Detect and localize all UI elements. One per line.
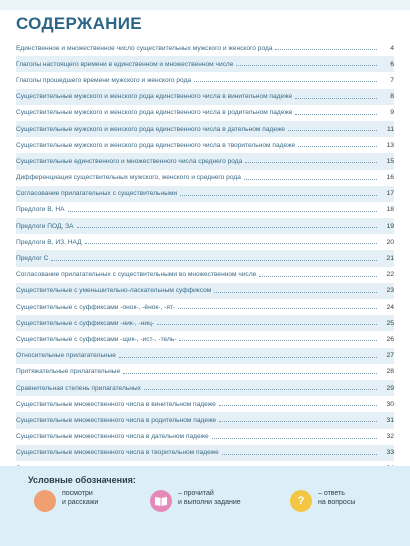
toc-leader-dots (85, 238, 377, 244)
toc-entry-page: 33 (386, 449, 394, 457)
toc-entry-page: 23 (386, 287, 394, 295)
toc-entry (16, 315, 394, 331)
toc-leader-dots (123, 368, 377, 374)
toc-leader-dots (214, 287, 377, 293)
toc-entry-page: 27 (386, 352, 394, 360)
toc-leader-dots (178, 303, 377, 309)
toc-entry (16, 218, 394, 234)
toc-entry-label: Существительные единственного и множественного числа среднего рода (16, 157, 243, 165)
toc-entry-page: 13 (386, 141, 394, 149)
toc-entry-page: 21 (386, 255, 394, 263)
legend-item-read-and-do (150, 490, 241, 512)
toc-entry (16, 186, 394, 202)
toc-entry-label: Глаголы прошедшего времени мужского и женского рода (16, 76, 192, 84)
toc-entry (16, 56, 394, 72)
toc-entry-page: 8 (390, 93, 394, 101)
toc-entry-page: 7 (390, 76, 394, 84)
toc-leader-dots (77, 222, 377, 228)
legend-title: Условные обозначения: (28, 475, 136, 485)
toc-entry-page: 17 (386, 190, 394, 198)
table-of-contents (16, 40, 394, 477)
toc-entry-label: Существительные множественного числа в творительном падеже (16, 449, 219, 457)
toc-entry (16, 137, 394, 153)
toc-entry (16, 234, 394, 250)
toc-entry (16, 445, 394, 461)
toc-leader-dots (157, 319, 377, 325)
toc-entry (16, 153, 394, 169)
toc-entry-label: Дифференциация существительных мужского, женского и среднего рода (16, 174, 241, 182)
toc-entry-label: Существительные множественного числа в родительном падеже (16, 416, 217, 424)
legend-item-text: – прочитай и выполни задание (178, 490, 241, 506)
toc-entry (16, 250, 394, 266)
toc-entry-label: Согласование прилагательных с существительными во множественном числе (16, 271, 257, 279)
toc-entry-page: 29 (386, 384, 394, 392)
toc-entry-page: 19 (386, 222, 394, 230)
toc-leader-dots (144, 384, 377, 390)
toc-entry (16, 364, 394, 380)
toc-leader-dots (180, 190, 377, 196)
toc-entry-page: 32 (386, 433, 394, 441)
toc-entry-page: 25 (386, 319, 394, 327)
toc-entry-page: 24 (386, 303, 394, 311)
toc-leader-dots (179, 335, 377, 341)
toc-entry-label: Относительные прилагательные (16, 352, 116, 360)
toc-leader-dots (295, 109, 377, 115)
toc-entry (16, 121, 394, 137)
toc-entry-label: Единственное и множественное число существительных мужского и женского рода (16, 44, 273, 52)
toc-leader-dots (219, 400, 377, 406)
toc-entry (16, 299, 394, 315)
speech-icon (34, 490, 56, 512)
legend-item-answer-questions (290, 490, 355, 512)
toc-entry-label: Существительные с суффиксами -онок-, -ёнок-, -ят- (16, 303, 176, 311)
toc-entry (16, 429, 394, 445)
toc-entry-page: 16 (386, 174, 394, 182)
toc-leader-dots (236, 60, 377, 66)
toc-entry-label: Предлоги ПОД, ЗА (16, 222, 74, 230)
toc-leader-dots (194, 76, 377, 82)
toc-entry-page: 6 (390, 60, 394, 68)
toc-leader-dots (119, 352, 377, 358)
page-title: СОДЕРЖАНИЕ (16, 14, 142, 33)
toc-entry (16, 348, 394, 364)
top-band (0, 0, 410, 10)
toc-leader-dots (288, 125, 377, 131)
toc-entry-page: 30 (386, 400, 394, 408)
book-icon (150, 490, 172, 512)
toc-entry-page: 9 (390, 109, 394, 117)
toc-entry (16, 202, 394, 218)
toc-leader-dots (295, 93, 377, 99)
toc-leader-dots (219, 416, 377, 422)
toc-entry-label: Притяжательные прилагательные (16, 368, 121, 376)
toc-entry-page: 18 (386, 206, 394, 214)
toc-entry-page: 22 (386, 271, 394, 279)
toc-leader-dots (222, 449, 377, 455)
toc-entry-label: Существительные мужского и женского рода единственного числа в родительном падеже (16, 109, 293, 117)
legend-item-text: – ответь на вопросы (318, 490, 356, 506)
toc-leader-dots (244, 174, 377, 180)
toc-leader-dots (298, 141, 377, 147)
toc-entry-label: Согласование прилагательных с существительными (16, 190, 178, 198)
toc-entry (16, 283, 394, 299)
toc-entry-label: Предлоги В, ИЗ, НАД (16, 238, 82, 246)
toc-entry-label: Предлоги В, НА (16, 206, 65, 214)
toc-entry-label: Существительные множественного числа в винительном падеже (16, 400, 216, 408)
toc-leader-dots (212, 433, 377, 439)
toc-leader-dots (275, 44, 377, 50)
toc-entry-label: Сравнительная степень прилагательных (16, 384, 141, 392)
toc-entry (16, 89, 394, 105)
toc-entry-page: 11 (386, 125, 394, 133)
question-icon: ? (290, 490, 312, 512)
legend-item-text: посмотри и расскажи (62, 490, 99, 506)
toc-leader-dots (51, 255, 377, 261)
toc-entry-label: Существительные с уменьшительно-ласкательным суффиксом (16, 287, 212, 295)
toc-entry (16, 72, 394, 88)
legend-item-look-and-tell (34, 490, 98, 512)
toc-entry (16, 267, 394, 283)
toc-entry-page: 15 (386, 157, 394, 165)
toc-entry (16, 412, 394, 428)
toc-entry-page: 20 (386, 238, 394, 246)
toc-leader-dots (259, 271, 377, 277)
toc-entry-label: Глаголы настоящего времени в единственном и множественном числе (16, 60, 234, 68)
toc-entry (16, 105, 394, 121)
toc-entry-label: Существительные с суффиксами -щик-, -ист-, -тель- (16, 335, 177, 343)
toc-entry (16, 40, 394, 56)
toc-entry (16, 380, 394, 396)
toc-entry-page: 31 (386, 416, 394, 424)
toc-entry-label: Существительные множественного числа в дательном падеже (16, 433, 209, 441)
toc-entry (16, 331, 394, 347)
toc-entry-label: Предлог С (16, 255, 49, 263)
toc-entry-page: 26 (386, 335, 394, 343)
toc-entry-label: Существительные с суффиксами -ник-, -ниц- (16, 319, 155, 327)
toc-entry-page: 4 (390, 44, 394, 52)
toc-entry-label: Существительные мужского и женского рода единственного числа в дательном падеже (16, 125, 286, 133)
toc-entry-page: 28 (386, 368, 394, 376)
toc-entry (16, 396, 394, 412)
toc-entry-label: Существительные мужского и женского рода единственного числа в винительном падеже (16, 93, 293, 101)
toc-entry (16, 170, 394, 186)
toc-leader-dots (68, 206, 377, 212)
toc-entry-label: Существительные мужского и женского рода единственного числа в творительном падеже (16, 141, 296, 149)
toc-leader-dots (245, 157, 377, 163)
